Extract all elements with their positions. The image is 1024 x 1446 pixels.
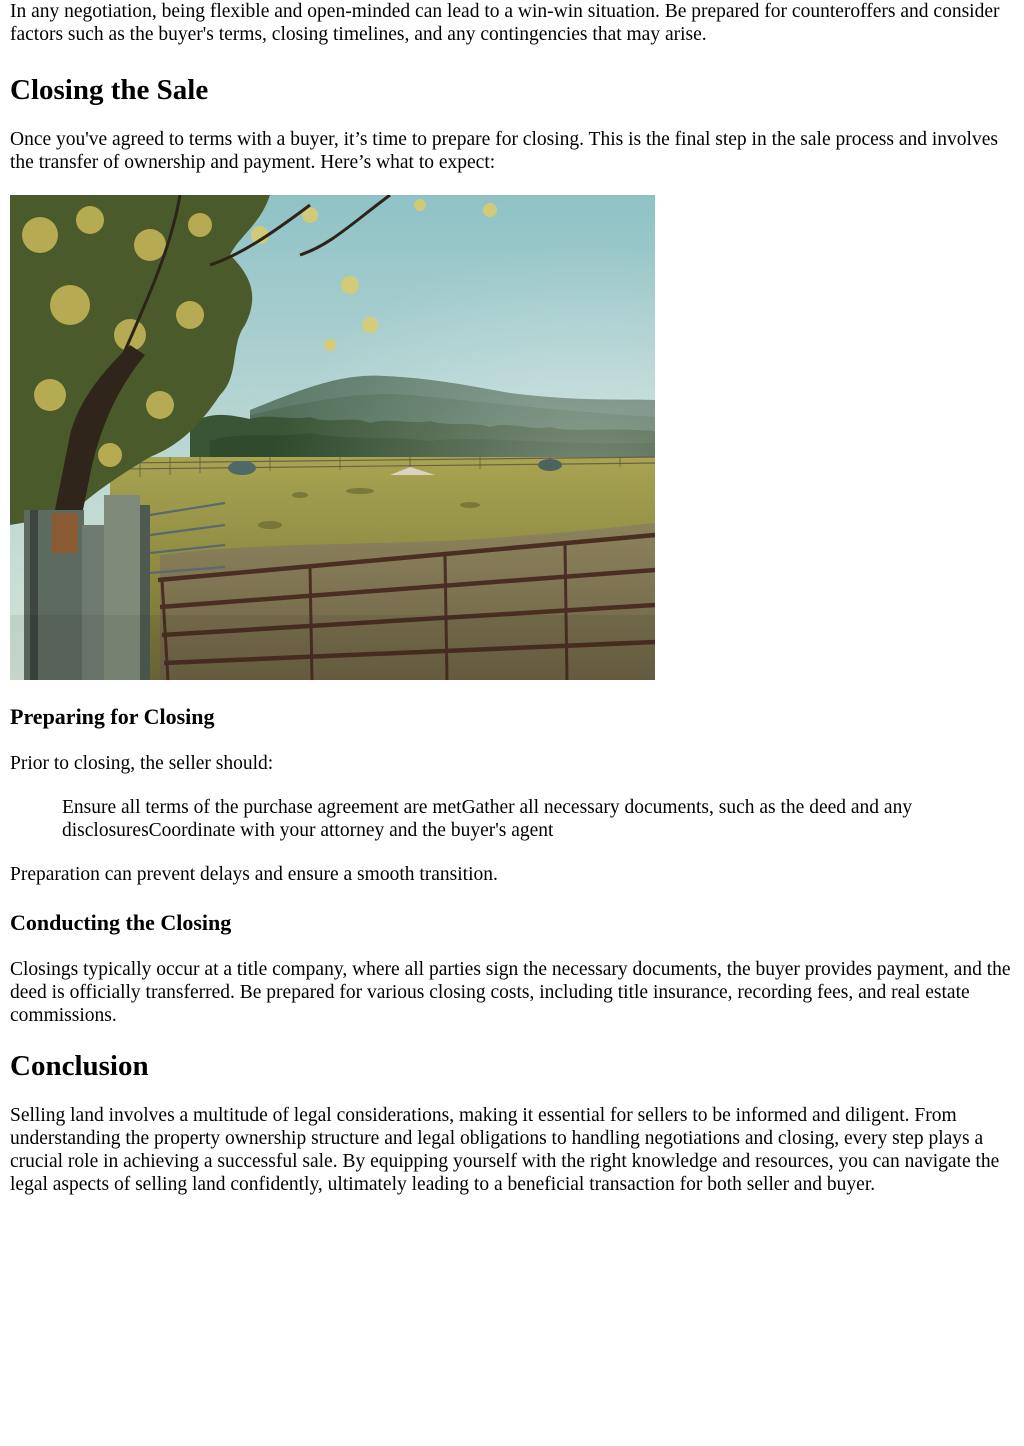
preparing-outro-paragraph: Preparation can prevent delays and ensure a smooth transition. — [10, 864, 498, 885]
preparing-intro-paragraph: Prior to closing, the seller should: — [10, 753, 274, 774]
preparing-checklist: Ensure all terms of the purchase agreement are metGather all necessary documents, such as the deed and any disclosuresCoordinate with your attorney and the buyer's agent — [62, 797, 913, 841]
conducting-the-closing-paragraph: Closings typically occur at a title company, where all parties sign the necessary documents, the buyer provides payment, and the deed is officially transferred. Be prepared for various closing costs, including title insurance, recording fees, and real estate commissions. — [10, 959, 1011, 1026]
conclusion-heading: Conclusion — [10, 1050, 149, 1082]
intro-paragraph: In any negotiation, being flexible and open-minded can lead to a win-win situation. Be prepared for counteroffers and consider factors such as the buyer's terms, closing timelines, and any contingencies that may arise. — [10, 1, 1000, 45]
closing-the-sale-paragraph: Once you've agreed to terms with a buyer, it’s time to prepare for closing. This is the final step in the sale process and involves the transfer of ownership and payment. Here’s what to expect: — [10, 129, 998, 173]
conducting-the-closing-heading: Conducting the Closing — [10, 910, 232, 935]
article-body — [10, 0, 1014, 1196]
closing-the-sale-heading: Closing the Sale — [10, 74, 209, 106]
conclusion-paragraph: Selling land involves a multitude of legal considerations, making it essential for sellers to be informed and diligent. From understanding the property ownership structure and legal obligations to handling negotiations and closing, every step plays a crucial role in achieving a successful sale. By equipping yourself with the right knowledge and resources, you can navigate the legal aspects of selling land confidently, ultimately leading to a beneficial transaction for both seller and buyer. — [10, 1105, 1000, 1195]
preparing-for-closing-heading: Preparing for Closing — [10, 704, 215, 729]
farmland-photo — [10, 195, 655, 680]
